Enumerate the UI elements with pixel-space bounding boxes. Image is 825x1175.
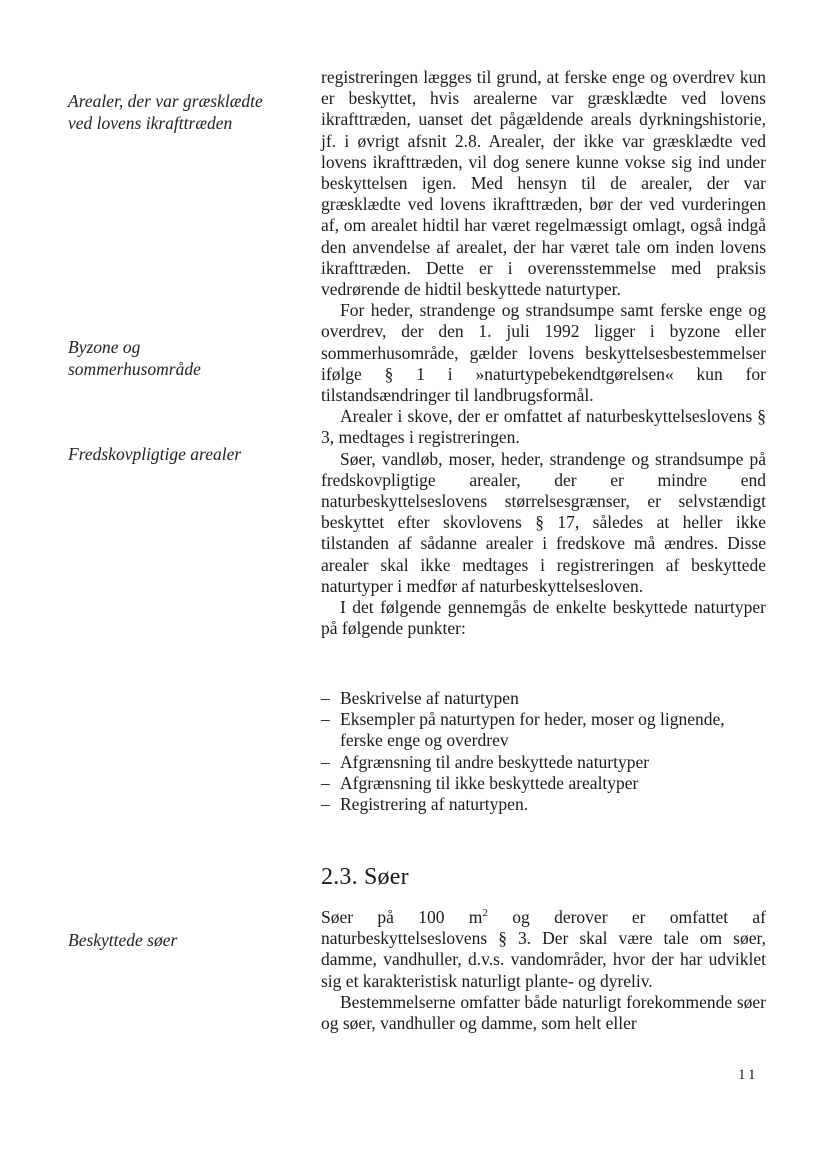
body-text: [321, 67, 766, 639]
margin-note-line: Byzone og: [68, 337, 141, 357]
paragraph: registreringen lægges til grund, at ferske enge og overdrev kun er beskyttet, hvis arealerne var græsklædte ved lovens ikrafttræden, uanset det pågældende areals dyrkningshistorie, jf. i øvrigt afsnit 2.8. Arealer, der ikke var græsklædte ved lovens ikrafttræden, vil dog senere kunne vokse sig ind under beskyttelsen igen. Med hensyn til de arealer, der var græsklædte ved lovens ikrafttræden, bør der ved vurderingen af, om arealet hidtil har været regelmæssigt omlagt, også indgå den anvendelse af arealet, der har været tale om inden lovens ikrafttræden. Dette er i overensstemmelse med praksis vedrørende de hidtil beskyttede naturtyper.: [321, 67, 766, 300]
bullet-dash: –: [321, 709, 330, 730]
bullet-list: [321, 688, 766, 815]
bullet-dash: –: [321, 772, 330, 793]
margin-note-fredskov: [68, 444, 298, 466]
superscript: 2: [482, 907, 488, 920]
paragraph: I det følgende gennemgås de enkelte beskyttede naturtyper på følgende punkter:: [321, 597, 766, 639]
paragraph: For heder, strandenge og strandsumpe samt ferske enge og overdrev, der den 1. juli 1992 ligger i byzone eller sommerhusområde, gælder lovens beskyttelsesbestemmelser ifølge § 1 i »naturtypebekendtgørelsen« kun for tilstandsændringer til landbrugsformål.: [321, 300, 766, 406]
paragraph: [321, 907, 766, 992]
list-item-text: Eksempler på naturtypen for heder, moser og lignende,: [340, 709, 725, 730]
bullet-dash: –: [321, 688, 330, 708]
margin-note-line: Beskyttede søer: [68, 930, 178, 950]
paragraph-text: og derover er omfattet af naturbeskyttelseslovens § 3. Der skal være tale om søer, damme, vandhuller, d.v.s. vandområder, hvor der har udviklet sig et karakteristisk naturligt plante- og dyreliv.: [321, 907, 766, 991]
bullet-dash: –: [321, 751, 330, 772]
page-number: 11: [738, 1067, 759, 1083]
margin-note-grass: [68, 91, 298, 134]
paragraph: Søer, vandløb, moser, heder, strandenge og strandsumpe på fredskovpligtige arealer, der er mindre end naturbeskyttelseslovens størrelsesgrænser, er selvstændigt beskyttet efter skovlovens § 17, således at heller ikke tilstanden af sådanne arealer i fredskove må ændres. Disse arealer skal ikke medtages i registreringen af beskyttede naturtyper i medfør af naturbeskyttelsesloven.: [321, 448, 766, 596]
margin-note-line: ved lovens ikrafttræden: [68, 112, 233, 133]
margin-note-line: Arealer, der var græsklædte: [68, 91, 263, 111]
list-item: [321, 773, 766, 794]
margin-note-line: sommerhusområde: [68, 358, 201, 379]
margin-note-byzone: [68, 337, 298, 380]
list-item: [321, 794, 766, 815]
list-item-text: ferske enge og overdrev: [340, 730, 509, 751]
section-heading: 2.3. Søer: [321, 864, 409, 890]
section-body: [321, 907, 766, 1034]
bullet-dash: –: [321, 794, 330, 815]
list-item-text: Registrering af naturtypen.: [340, 794, 529, 815]
list-item-text: Beskrivelse af naturtypen: [340, 688, 519, 708]
list-item-text: Afgrænsning til ikke beskyttede arealtyper: [340, 772, 639, 793]
list-item: [321, 688, 766, 709]
margin-note-soer: [68, 930, 298, 952]
paragraph-text: Søer på 100 m: [321, 907, 483, 927]
paragraph: Arealer i skove, der er omfattet af naturbeskyttelseslovens § 3, medtages i registreringen.: [321, 406, 766, 448]
margin-note-line: Fredskovpligtige arealer: [68, 444, 242, 464]
list-item: [321, 752, 766, 773]
list-item-text: Afgrænsning til andre beskyttede naturtyper: [340, 751, 650, 772]
paragraph: Bestemmelserne omfatter både naturligt forekommende søer og søer, vandhuller og damme, som helt eller: [321, 991, 766, 1034]
list-item: [321, 709, 766, 751]
